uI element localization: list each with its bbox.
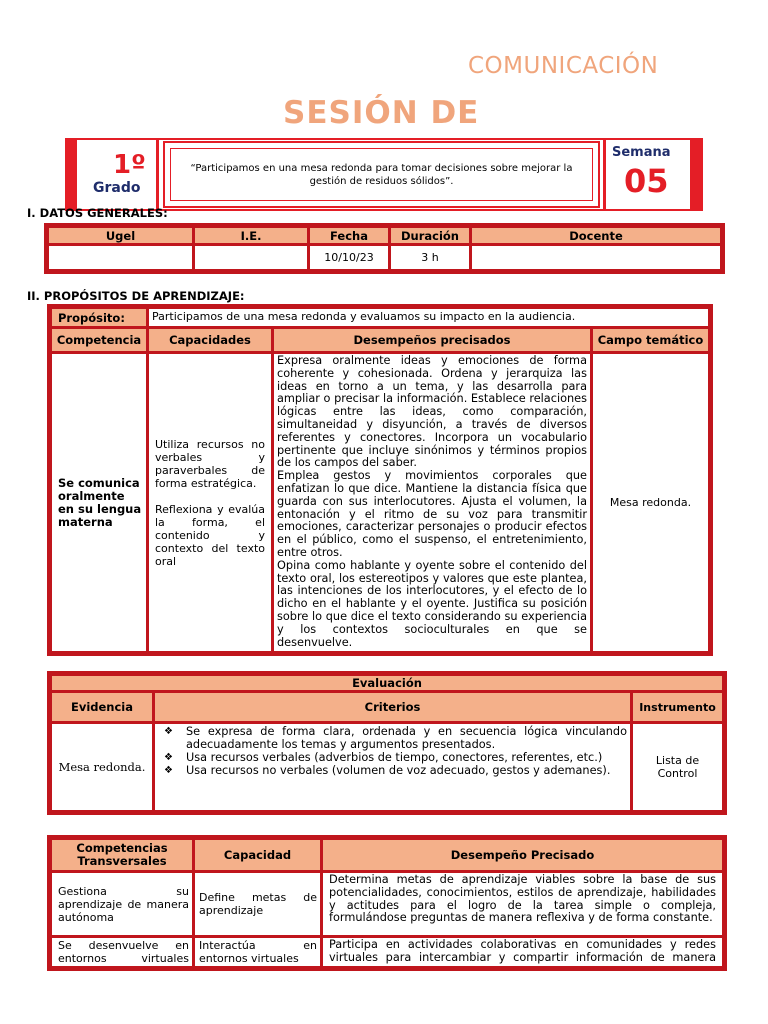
datos-col-ie: I.E. [195, 228, 307, 243]
grade-label: Grado [93, 180, 141, 196]
header-right-bar [690, 138, 703, 211]
trans-col-desempeno: Desempeño Precisado [323, 840, 722, 870]
prop-col-campo: Campo temático [593, 329, 708, 351]
datos-col-docente: Docente [472, 228, 720, 243]
trans-row-1-desempeno: Determina metas de aprendizaje viables sobre la base de sus potencialidades, conocimientos, estilos de aprendizaje, habilidades y actitudes para el logro de la tarea simple o compleja, formulándose preguntas de manera reflexiva y de forma constante. [323, 873, 722, 935]
competencia-text: Se comunica oralmente en su lengua materna [58, 475, 142, 529]
datos-table-wrap [44, 223, 725, 274]
desempenos-cell [274, 354, 590, 651]
session-name: “Participamos en una mesa redonda para tomar decisiones sobre mejorar la gestión de residuos sólidos”. [190, 162, 573, 187]
competencia-cell [52, 354, 146, 651]
transversales-table-wrap [47, 835, 727, 971]
instrumento-cell [633, 724, 722, 810]
session-name-box [163, 141, 600, 208]
prop-col-competencia: Competencia [52, 329, 146, 351]
evaluacion-title: Evaluación [52, 676, 722, 690]
eval-col-criterios: Criterios [155, 693, 630, 721]
criterios-cell [155, 724, 630, 810]
datos-col-ugel: Ugel [49, 228, 192, 243]
datos-ie-value [195, 246, 307, 269]
campo-text: Mesa redonda. [609, 496, 692, 509]
prop-col-capacidades: Capacidades [149, 329, 271, 351]
header-left-bar [65, 138, 77, 211]
trans-col-capacidad: Capacidad [195, 840, 320, 870]
trans-row-2-desempeno: Participa en actividades colaborativas en comunidades y redes virtuales para intercambiar y compartir información de manera [323, 938, 722, 966]
subject-title: COMUNICACIÓN [468, 53, 659, 79]
week-label: Semana [612, 145, 671, 160]
datos-ugel-value [49, 246, 192, 269]
propositos-table-wrap [47, 304, 713, 656]
criterio-1: ❖ Se expresa de forma clara, ordenada y en secuencia lógica vinculando adecuadamente los temas y argumentos presentados. [158, 725, 627, 751]
capacidades-cell [149, 354, 271, 651]
criterio-2: ❖ Usa recursos verbales (adverbios de tiempo, conectores, referentes, etc.) [158, 751, 627, 764]
proposito-label: Propósito: [52, 309, 146, 326]
evaluacion-table-wrap [47, 671, 727, 815]
campo-cell [593, 354, 708, 651]
trans-row-1-competencia: Gestiona su aprendizaje de manera autónoma [52, 873, 192, 935]
datos-col-duracion: Duración [391, 228, 469, 243]
trans-row-1-capacidad: Define metas de aprendizaje [195, 873, 320, 935]
evidencia-cell [52, 724, 152, 810]
desempeno-2: Emplea gestos y movimientos corporales que enfatizan lo que dice. Mantiene la distancia física que guarda con sus interlocutores. Ajusta el volumen, la entonación y el ritmo de su voz para transmitir emociones, caracterizar personajes o producir efectos en el público, como el suspenso, el entretenimiento, entre otros. [277, 469, 587, 559]
desempeno-1: Expresa oralmente ideas y emociones de forma coherente y cohesionada. Ordena y jerarquiza las ideas en torno a un tema, y las desarrolla para ampliar o precisar la información. Establece relaciones lógicas entre las ideas, como comparación, simultaneidad y disyunción, a través de diversos referentes y conectores. Incorpora un vocabulario pertinente que incluye sinónimos y términos propios de los campos del saber. [277, 354, 587, 470]
propositos-table [49, 306, 711, 654]
grade-box [77, 140, 159, 209]
datos-docente-value [472, 246, 720, 269]
capacidad-2: Reflexiona y evalúa la forma, el contenido y contexto del texto oral [155, 502, 265, 568]
trans-row-2-competencia: Se desenvuelve en entornos virtuales [52, 938, 192, 966]
trans-row-2-capacidad: Interactúa en entornos virtuales [195, 938, 320, 966]
eval-col-instrumento: Instrumento [633, 693, 722, 721]
week-box [603, 140, 690, 209]
desempeno-3: Opina como hablante y oyente sobre el contenido del texto oral, los estereotipos y valores que este plantea, las intenciones de los interlocutores, y el efecto de lo dicho en el hablante y el oyente. Justifica su posición sobre lo que dice el texto considerando su experiencia y los contextos socioculturales en que se desenvuelve. [277, 558, 587, 649]
datos-table [46, 225, 723, 272]
evidencia-text: Mesa redonda. [58, 760, 146, 774]
transversales-table [49, 837, 725, 969]
evaluacion-table [49, 673, 725, 813]
criterios-list [158, 725, 627, 777]
week-number: 05 [624, 162, 669, 200]
datos-duracion-value: 3 h [391, 246, 469, 269]
grade-number: 1º [113, 150, 146, 180]
section-propositos-heading: II. PROPÓSITOS DE APRENDIZAJE: [27, 289, 245, 303]
datos-col-fecha: Fecha [310, 228, 388, 243]
capacidad-1: Utiliza recursos no verbales y paraverbales de forma estratégica. [155, 437, 265, 490]
session-title-heading: SESIÓN DE [283, 95, 480, 131]
prop-col-desempenos: Desempeños precisados [274, 329, 590, 351]
criterio-3: ❖ Usa recursos no verbales (volumen de voz adecuado, gestos y ademanes). [158, 764, 627, 777]
trans-col-competencias: Competencias Transversales [52, 840, 192, 870]
eval-col-evidencia: Evidencia [52, 693, 152, 721]
section-datos-heading: I. DATOS GENERALES: [27, 206, 168, 220]
datos-fecha-value: 10/10/23 [310, 246, 388, 269]
proposito-text: Participamos de una mesa redonda y evaluamos su impacto en la audiencia. [149, 309, 708, 326]
instrumento-text: Lista de Control [655, 754, 700, 780]
